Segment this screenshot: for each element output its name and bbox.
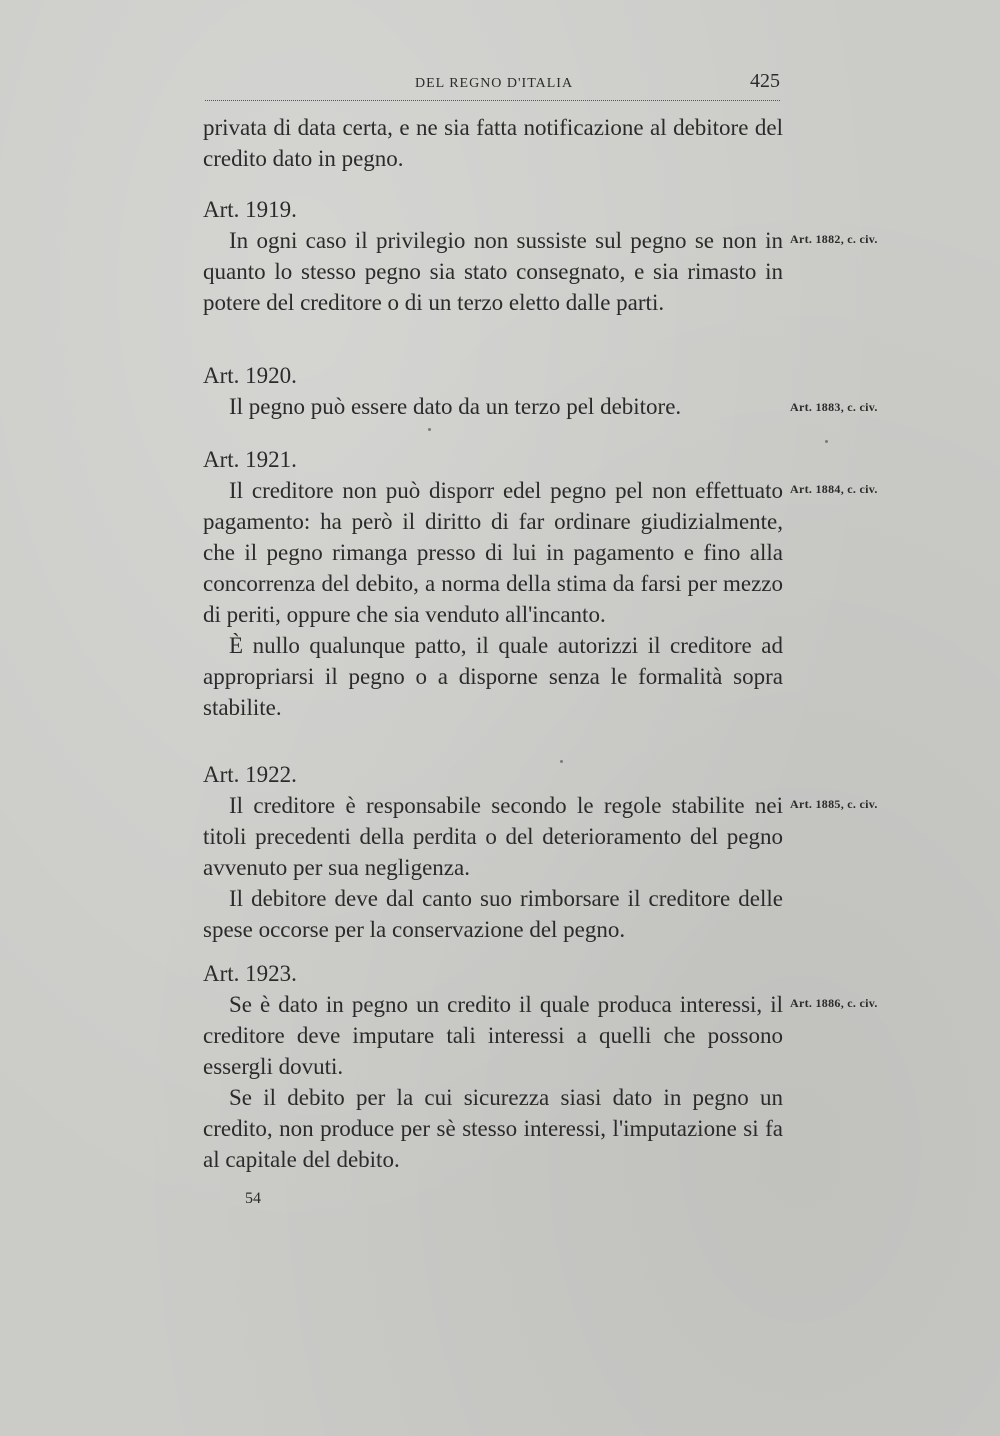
article-paragraph: Se il debito per la cui sicurezza siasi dato in pegno un credito, non produce per sè stesso interessi, l'imputazione si fa al capitale del debito.: [203, 1085, 783, 1172]
article-heading: Art. 1921.: [203, 447, 297, 472]
article-paragraph: È nullo qualunque patto, il quale autorizzi il creditore ad appropriarsi il pegno o a disporne senza le formalità sopra stabilite.: [203, 633, 783, 720]
article-paragraph: Il creditore è responsabile secondo le regole stabilite nei titoli precedenti della perdita o del deterioramento del pegno avvenuto per sua negligenza.: [203, 793, 783, 880]
article-paragraph: Il pegno può essere dato da un terzo pel debitore.: [229, 394, 682, 419]
article-paragraph: In ogni caso il privilegio non sussiste sul pegno se non in quanto lo stesso pegno sia stato consegnato, e sia rimasto in potere del creditore o di un terzo eletto dalle parti.: [203, 228, 783, 315]
article-heading: Art. 1920.: [203, 363, 297, 388]
article-heading: Art. 1919.: [203, 197, 297, 222]
article-paragraph: Il debitore deve dal canto suo rimborsare il creditore delle spese occorse per la conservazione del pegno.: [203, 886, 783, 942]
paper-speck: [560, 760, 563, 763]
margin-reference: Art. 1885, c. civ.: [790, 797, 878, 811]
margin-reference: Art. 1884, c. civ.: [790, 482, 878, 496]
paper-speck: [428, 428, 431, 431]
printer-signature: 54: [245, 1190, 261, 1207]
running-title: DEL REGNO D'ITALIA: [415, 76, 574, 91]
article-paragraph: Se è dato in pegno un credito il quale produca interessi, il creditore deve imputare tali interessi a quelli che possono essergli dovuti.: [203, 992, 783, 1079]
page-number: 425: [750, 70, 780, 92]
article-1922: [203, 759, 783, 945]
margin-reference: Art. 1886, c. civ.: [790, 996, 878, 1010]
paper-speck: [825, 440, 828, 443]
article-1919: [203, 194, 783, 318]
article-heading: Art. 1923.: [203, 961, 297, 986]
continuation-block: [203, 112, 783, 174]
continuation-paragraph: privata di data certa, e ne sia fatta notificazione al debitore del credito dato in pegno.: [203, 115, 783, 171]
margin-reference: Art. 1882, c. civ.: [790, 232, 878, 246]
article-heading: Art. 1922.: [203, 762, 297, 787]
article-1921: [203, 444, 783, 723]
running-header: [205, 68, 780, 101]
article-paragraph: Il creditore non può disporr edel pegno pel non effettuato pagamento: ha però il diritto di far ordinare giudizialmente, che il pegno rimanga presso di lui in pagamento e fino alla concorrenza del debito, a norma della stima da farsi per mezzo di periti, oppure che sia venduto all'incanto.: [203, 478, 783, 627]
article-1920: [203, 360, 783, 422]
article-1923: [203, 958, 783, 1175]
margin-reference: Art. 1883, c. civ.: [790, 400, 878, 414]
